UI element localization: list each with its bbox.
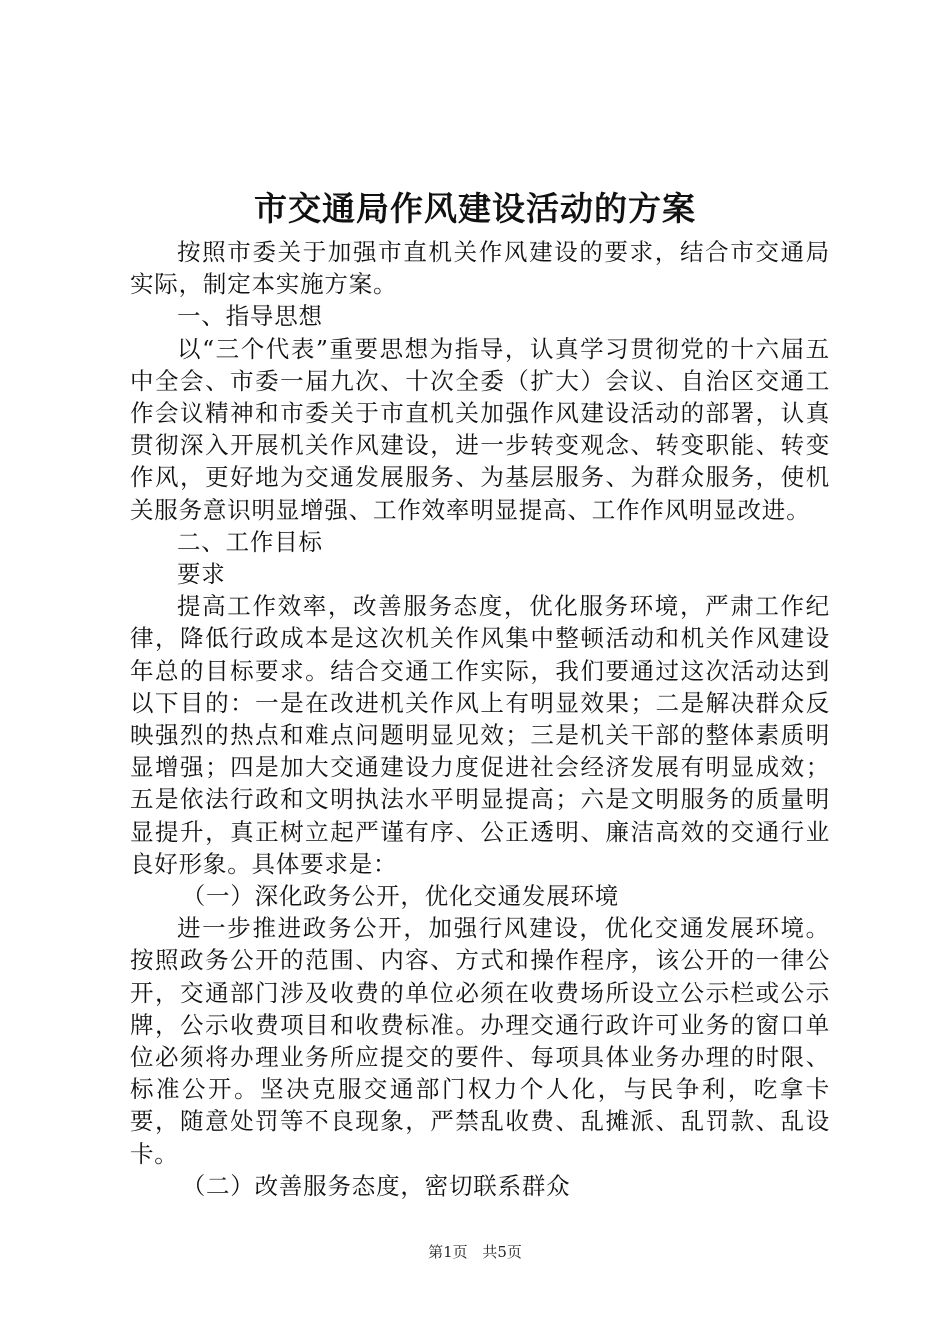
document-body	[130, 236, 830, 1202]
subheading-service-attitude: （二）改善服务态度，密切联系群众	[181, 1171, 571, 1200]
paragraph-intro: 按照市委关于加强市直机关作风建设的要求，结合市交通局实际，制定本实施方案。	[130, 238, 830, 299]
subheading-transparency: （一）深化政务公开，优化交通发展环境	[181, 882, 620, 911]
section-heading-requirements: 要求	[177, 560, 226, 589]
page-number: 第1页	[428, 1243, 468, 1261]
paragraph-goals: 提高工作效率，改善服务态度，优化服务环境，严肃工作纪律，降低行政成本是这次机关作风集中整顿活动和机关作风建设年总的目标要求。结合交通工作实际，我们要通过这次活动达到以下目的：一是在改进机关作风上有明显效果；二是解决群众反映强烈的热点和难点问题明显见效；三是机关干部的整体素质明显增强；四是加大交通建设力度促进社会经济发展有明显成效；五是依法行政和文明执法水平明显提高；六是文明服务的质量明显提升，真正树立起严谨有序、公正透明、廉洁高效的交通行业良好形象。具体要求是：	[130, 592, 830, 878]
document-title: 市交通局作风建设活动的方案	[254, 189, 696, 228]
paragraph-transparency: 进一步推进政务公开，加强行风建设，优化交通发展环境。按照政务公开的范围、内容、方式和操作程序，该公开的一律公开，交通部门涉及收费的单位必须在收费场所设立公示栏或公示牌，公示收费项目和收费标准。办理交通行政许可业务的窗口单位必须将办理业务所应提交的要件、每项具体业务办理的时限、标准公开。坚决克服交通部门权力个人化，与民争利，吃拿卡要，随意处罚等不良现象，严禁乱收费、乱摊派、乱罚款、乱设卡。	[130, 914, 830, 1168]
paragraph-guiding-thought: 以“三个代表”重要思想为指导，认真学习贯彻党的十六届五中全会、市委一届九次、十次全委（扩大）会议、自治区交通工作会议精神和市委关于市直机关加强作风建设活动的部署，认真贯彻深入开展机关作风建设，进一步转变观念、转变职能、转变作风，更好地为交通发展服务、为基层服务、为群众服务，使机关服务意识明显增强、工作效率明显提高、工作作风明显改进。	[130, 334, 830, 524]
page-footer	[0, 1241, 950, 1263]
section-heading-guiding-thought: 一、指导思想	[177, 302, 323, 331]
page-total: 共5页	[482, 1243, 522, 1261]
section-heading-work-goals: 二、工作目标	[177, 527, 323, 556]
